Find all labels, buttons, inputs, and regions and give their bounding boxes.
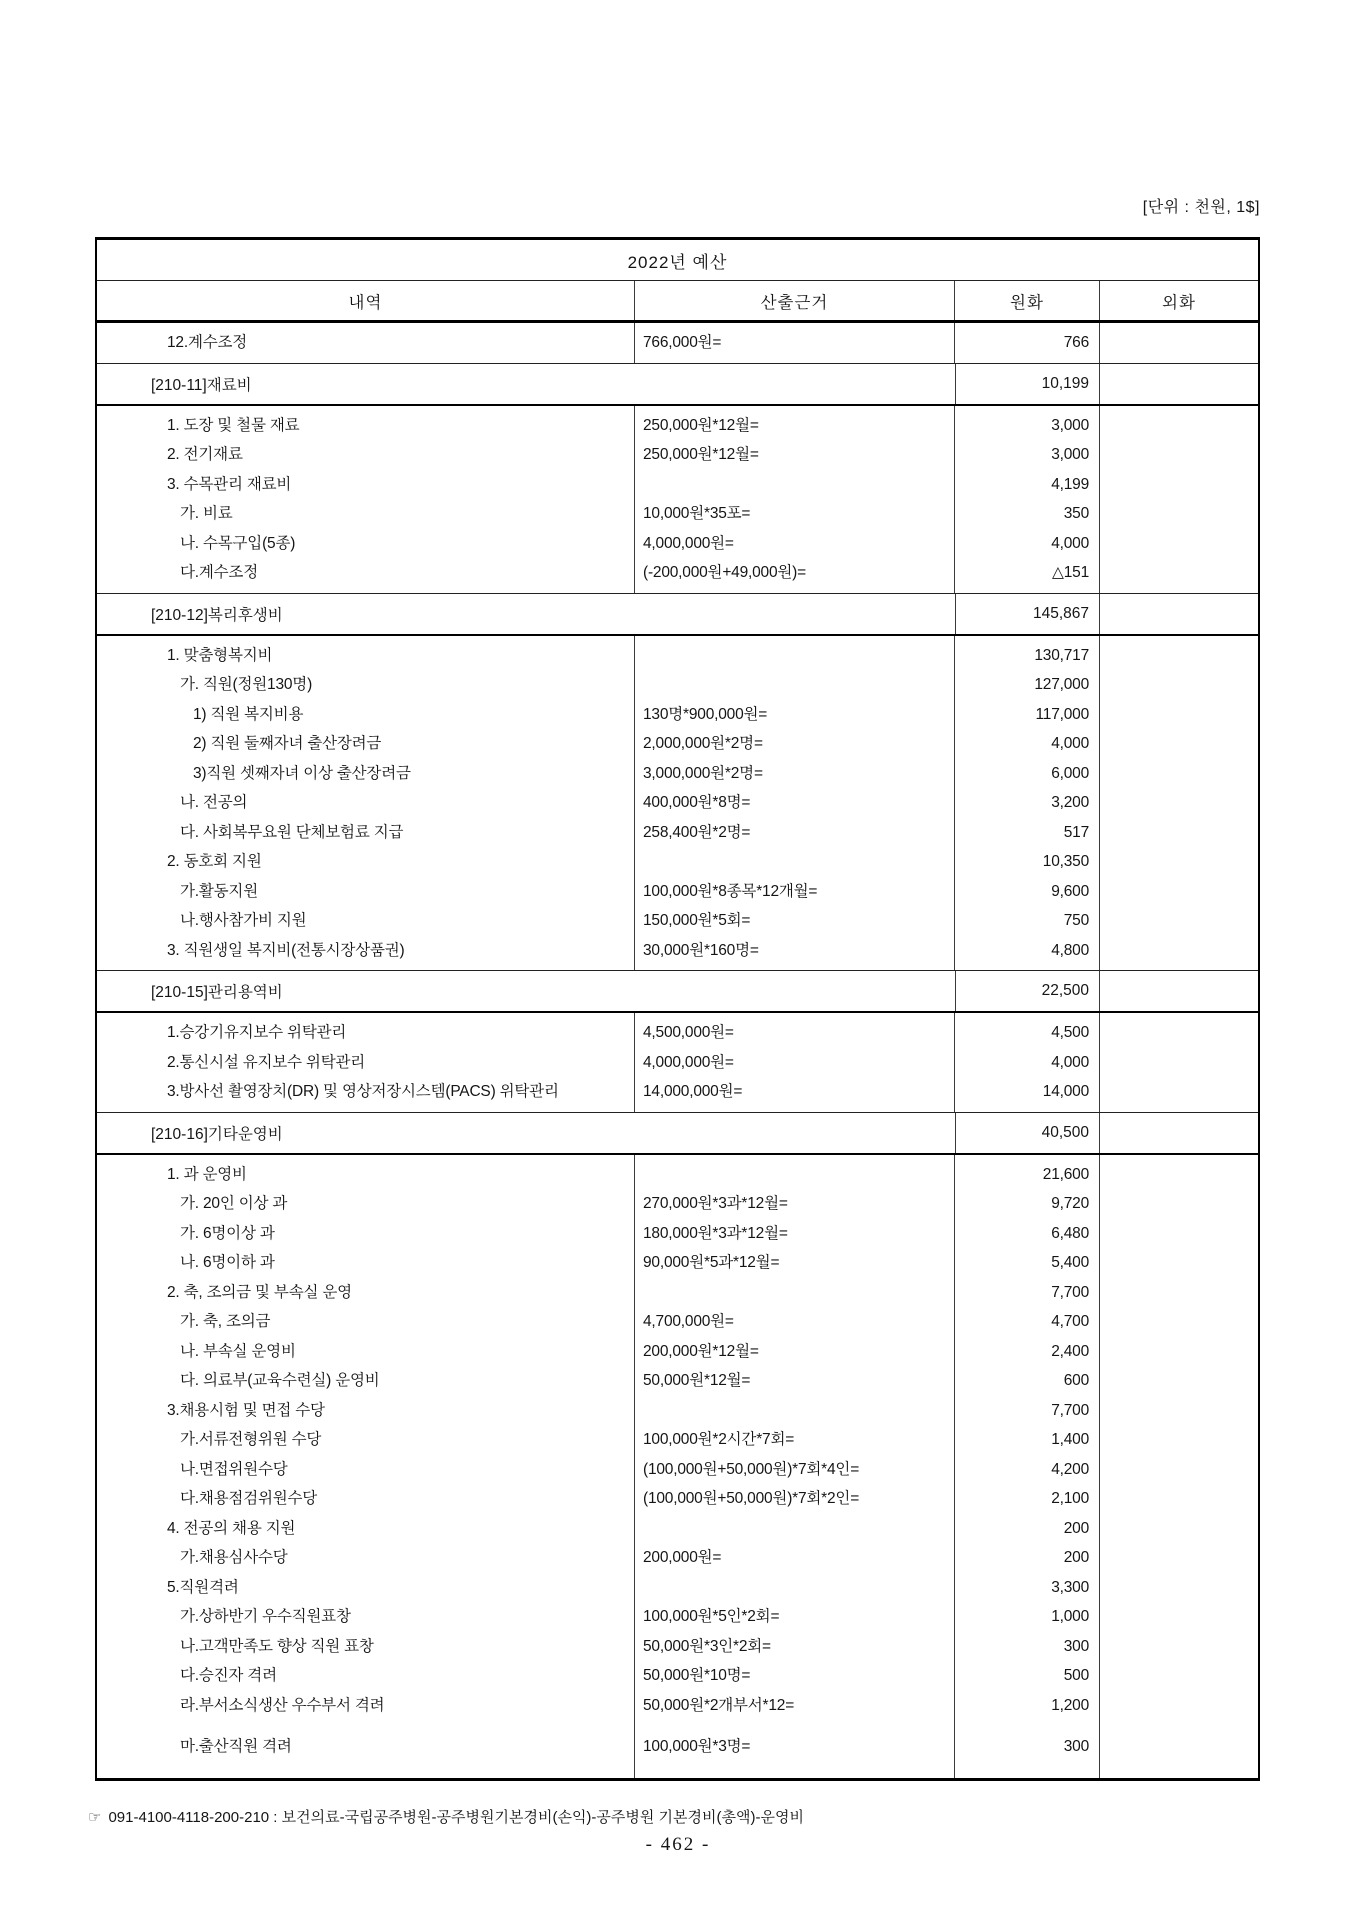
krw-value: 130,717 [1034, 646, 1089, 664]
item-label: 3. 수목관리 재료비 [167, 475, 292, 493]
item-label: 다.채용점검위원수당 [180, 1490, 318, 1507]
section-label: [210-16]기타운영비 [151, 1125, 283, 1143]
column-header-fx: 외화 [1162, 293, 1196, 312]
item-label: 1. 과 운영비 [167, 1165, 247, 1183]
fx-value [1100, 1543, 1258, 1573]
fx-value [1100, 1278, 1258, 1308]
fx-value [1100, 936, 1258, 966]
section-row [97, 1113, 1258, 1155]
basis-value: 200,000원*12월= [643, 1342, 759, 1360]
krw-value: 4,200 [1051, 1460, 1089, 1478]
items-column [97, 636, 635, 971]
item-label: 2. 축, 조의금 및 부속실 운영 [167, 1283, 352, 1301]
item-label: 가. 20인 이상 과 [180, 1195, 288, 1212]
krw-value: 1,000 [1051, 1608, 1089, 1625]
fx-value [1100, 558, 1258, 588]
krw-value: 14,000 [1042, 1083, 1089, 1100]
basis-value [635, 1514, 954, 1544]
pointing-hand-icon: ☞ [88, 1808, 102, 1826]
fx-value [1100, 1396, 1258, 1426]
fx-value [1100, 1307, 1258, 1337]
fx-value [1100, 1048, 1258, 1078]
fx-column [1100, 1013, 1258, 1112]
section-krw-value: 22,500 [955, 971, 1100, 1011]
krw-value: △151 [1052, 564, 1089, 581]
basis-value: 50,000원*10명= [643, 1667, 751, 1684]
basis-value: 90,000원*5과*12월= [643, 1254, 780, 1271]
fx-value [1100, 328, 1258, 358]
item-label: 가. 직원(정원130명) [180, 676, 313, 693]
fx-value [1100, 1661, 1258, 1691]
item-label: 가.상하반기 우수직원표창 [180, 1608, 351, 1625]
fx-value [1100, 1455, 1258, 1485]
krw-value: 766 [1063, 334, 1089, 351]
basis-value [635, 670, 954, 700]
section-label: [210-11]재료비 [151, 376, 252, 394]
fx-column [1100, 1155, 1258, 1778]
fx-value [1100, 1484, 1258, 1514]
fx-value [1100, 641, 1258, 671]
basis-value [635, 1160, 954, 1190]
basis-value [635, 847, 954, 877]
krw-value: 4,700 [1051, 1313, 1089, 1330]
detail-block [97, 636, 1258, 972]
fx-value [1100, 1248, 1258, 1278]
basis-column [635, 1013, 955, 1112]
item-label: 3.채용시험 및 면접 수당 [167, 1401, 325, 1419]
detail-block [97, 406, 1258, 594]
item-label: 나. 전공의 [180, 794, 248, 811]
item-label: 라.부서소식생산 우수부서 격려 [180, 1696, 385, 1714]
basis-column [635, 636, 955, 971]
krw-column [955, 406, 1100, 593]
fx-value [1100, 1189, 1258, 1219]
item-label: 1) 직원 복지비용 [193, 705, 304, 723]
basis-value: 100,000원*5인*2회= [643, 1608, 780, 1625]
krw-value: 4,800 [1051, 941, 1089, 959]
fx-value [1100, 1573, 1258, 1603]
basis-value: 50,000원*2개부서*12= [643, 1696, 795, 1714]
item-label: 12.계수조정 [167, 334, 248, 351]
basis-value: 2,000,000원*2명= [643, 735, 763, 752]
items-column [97, 406, 635, 593]
krw-value: 3,000 [1051, 446, 1089, 463]
basis-value: 4,000,000원= [643, 1053, 734, 1071]
fx-value [1100, 906, 1258, 936]
krw-value: 300 [1063, 1738, 1089, 1755]
krw-value: 4,000 [1051, 1053, 1089, 1071]
item-label: 나. 수목구입(5종) [180, 534, 296, 552]
fx-value [1100, 847, 1258, 877]
basis-value: 100,000원*8종목*12개월= [643, 882, 818, 900]
basis-value: 258,400원*2명= [643, 823, 751, 841]
basis-value: 4,700,000원= [643, 1313, 734, 1330]
fx-column [1100, 323, 1258, 363]
item-label: 다.계수조정 [180, 564, 258, 581]
basis-value: 100,000원*2시간*7회= [643, 1431, 795, 1448]
section-fx-value [1100, 594, 1258, 634]
item-label: 4. 전공의 채용 지원 [167, 1519, 296, 1537]
item-label: 가. 축, 조의금 [180, 1313, 271, 1330]
items-column [97, 323, 635, 363]
fx-value [1100, 1366, 1258, 1396]
footnote-text: 091-4100-4118-200-210 : 보건의료-국립공주병원-공주병원기본경비(손익)-공주병원 기본경비(총액)-운영비 [108, 1809, 804, 1826]
krw-column [955, 636, 1100, 971]
item-label: 다. 사회복무요원 단체보험료 지급 [180, 823, 404, 841]
section-fx-value [1100, 971, 1258, 1011]
item-label: 나. 6명이하 과 [180, 1254, 275, 1271]
krw-value: 3,200 [1051, 794, 1089, 811]
page-number: - 462 - [645, 1834, 711, 1855]
basis-column [635, 1155, 955, 1778]
section-fx-value [1100, 1113, 1258, 1153]
table-body [97, 323, 1258, 1778]
krw-value: 4,500 [1051, 1024, 1089, 1041]
krw-value: 517 [1063, 823, 1089, 841]
fx-value [1100, 1632, 1258, 1662]
krw-value: 3,000 [1051, 416, 1089, 434]
item-label: 나.행사참가비 지원 [180, 912, 307, 929]
basis-value: 100,000원*3명= [643, 1738, 751, 1755]
item-label: 마.출산직원 격려 [180, 1738, 292, 1755]
item-label: 가.서류전형위원 수당 [180, 1431, 322, 1448]
section-row [97, 594, 1258, 636]
item-label: 1. 맞춤형복지비 [167, 646, 273, 664]
fx-value [1100, 759, 1258, 789]
krw-value: 300 [1063, 1637, 1089, 1655]
krw-value: 127,000 [1034, 676, 1089, 693]
item-label: 1. 도장 및 철물 재료 [167, 416, 300, 434]
basis-value: 250,000원*12월= [643, 416, 759, 434]
fx-value [1100, 1160, 1258, 1190]
section-fx-value [1100, 364, 1258, 404]
fx-value [1100, 411, 1258, 441]
krw-value: 750 [1063, 912, 1089, 929]
column-header-items: 내역 [97, 281, 635, 320]
basis-value: 30,000원*160명= [643, 941, 759, 959]
krw-value: 117,000 [1035, 705, 1089, 723]
krw-column [955, 1155, 1100, 1778]
item-label: 2) 직원 둘째자녀 출산장려금 [193, 735, 382, 752]
basis-value: 180,000원*3과*12월= [643, 1224, 788, 1242]
section-krw-value: 40,500 [955, 1113, 1100, 1153]
krw-value: 6,000 [1051, 764, 1089, 782]
section-label: [210-12]복리후생비 [151, 606, 283, 624]
basis-value [635, 1278, 954, 1308]
fx-value [1100, 818, 1258, 848]
item-label: 5.직원격려 [167, 1578, 239, 1596]
table-title: 2022년 예산 [97, 240, 1258, 281]
basis-value: 150,000원*5회= [643, 912, 751, 929]
section-krw-value: 10,199 [955, 364, 1100, 404]
krw-value: 350 [1063, 505, 1089, 522]
fx-column [1100, 406, 1258, 593]
budget-table [95, 237, 1260, 1781]
fx-value [1100, 1691, 1258, 1721]
krw-value: 1,200 [1051, 1696, 1089, 1714]
basis-value: 766,000원= [643, 334, 722, 351]
krw-value: 500 [1063, 1667, 1089, 1684]
basis-value: (-200,000원+49,000원)= [643, 564, 806, 581]
krw-value: 10,350 [1042, 853, 1089, 870]
item-label: 다. 의료부(교육수련실) 운영비 [180, 1372, 380, 1389]
item-label: 가. 비료 [180, 505, 233, 522]
fx-value [1100, 1514, 1258, 1544]
column-header-basis: 산출근거 [635, 281, 955, 320]
basis-value: 250,000원*12월= [643, 446, 759, 463]
item-label: 가. 6명이상 과 [180, 1224, 275, 1242]
basis-value [635, 1396, 954, 1426]
basis-value: 50,000원*12월= [643, 1372, 751, 1389]
item-label: 3. 직원생일 복지비(전통시장상품권) [167, 941, 405, 959]
basis-value: 400,000원*8명= [643, 794, 751, 811]
fx-value [1100, 440, 1258, 470]
basis-column [635, 406, 955, 593]
table-header [97, 281, 1258, 323]
footnote [88, 1806, 804, 1827]
krw-value: 5,400 [1051, 1254, 1089, 1271]
krw-value: 1,400 [1051, 1431, 1089, 1448]
fx-value [1100, 1732, 1258, 1762]
item-label: 나.고객만족도 향상 직원 표창 [180, 1637, 374, 1655]
item-label: 2. 동호회 지원 [167, 853, 262, 870]
basis-value: 270,000원*3과*12월= [643, 1195, 788, 1212]
fx-value [1100, 470, 1258, 500]
basis-value: 10,000원*35포= [643, 505, 751, 522]
krw-value: 2,400 [1051, 1342, 1089, 1360]
column-header-krw: 원화 [955, 281, 1100, 320]
detail-block [97, 323, 1258, 364]
item-label: 나. 부속실 운영비 [180, 1342, 296, 1360]
krw-value: 4,000 [1051, 534, 1089, 552]
krw-column [955, 323, 1100, 363]
fx-value [1100, 1337, 1258, 1367]
fx-value [1100, 1602, 1258, 1632]
basis-value: 200,000원= [643, 1549, 722, 1566]
krw-value: 9,720 [1051, 1195, 1089, 1212]
item-label: 2.통신시설 유지보수 위탁관리 [167, 1053, 366, 1071]
fx-value [1100, 877, 1258, 907]
krw-value: 2,100 [1051, 1490, 1089, 1507]
basis-value [635, 1573, 954, 1603]
fx-column [1100, 636, 1258, 971]
fx-value [1100, 1425, 1258, 1455]
fx-value [1100, 499, 1258, 529]
basis-value: 14,000,000원= [643, 1083, 743, 1100]
krw-value: 7,700 [1051, 1283, 1089, 1301]
item-label: 3)직원 셋째자녀 이상 출산장려금 [193, 764, 411, 782]
krw-value: 4,000 [1051, 735, 1089, 752]
basis-column [635, 323, 955, 363]
section-row [97, 364, 1258, 406]
krw-value: 6,480 [1051, 1224, 1089, 1242]
fx-value [1100, 700, 1258, 730]
fx-value [1100, 670, 1258, 700]
item-label: 1.승강기유지보수 위탁관리 [167, 1024, 347, 1041]
krw-value: 7,700 [1051, 1401, 1089, 1419]
unit-label: [단위 : 천원, 1$] [1142, 199, 1260, 216]
basis-value: 4,000,000원= [643, 534, 734, 552]
items-column [97, 1013, 635, 1112]
item-label: 나.면접위원수당 [180, 1460, 288, 1478]
section-row [97, 971, 1258, 1013]
items-column [97, 1155, 635, 1778]
section-krw-value: 145,867 [955, 594, 1100, 634]
fx-value [1100, 788, 1258, 818]
basis-value: (100,000원+50,000원)*7회*2인= [643, 1490, 860, 1507]
basis-value: 4,500,000원= [643, 1024, 734, 1041]
basis-value: 3,000,000원*2명= [643, 764, 763, 782]
krw-value: 3,300 [1051, 1578, 1089, 1596]
item-label: 2. 전기재료 [167, 446, 243, 463]
item-label: 가.채용심사수당 [180, 1549, 288, 1566]
detail-block [97, 1013, 1258, 1113]
basis-value: (100,000원+50,000원)*7회*4인= [643, 1460, 860, 1478]
basis-value: 50,000원*3인*2회= [643, 1637, 771, 1655]
krw-value: 4,199 [1051, 475, 1089, 493]
fx-value [1100, 1077, 1258, 1107]
krw-value: 200 [1063, 1549, 1089, 1566]
fx-value [1100, 729, 1258, 759]
item-label: 3.방사선 촬영장치(DR) 및 영상저장시스템(PACS) 위탁관리 [167, 1083, 559, 1100]
krw-value: 21,600 [1042, 1165, 1089, 1183]
detail-block [97, 1155, 1258, 1778]
fx-value [1100, 529, 1258, 559]
fx-value [1100, 1219, 1258, 1249]
basis-value [635, 470, 954, 500]
section-label: [210-15]관리용역비 [151, 984, 283, 1001]
fx-value [1100, 1018, 1258, 1048]
item-label: 가.활동지원 [180, 882, 258, 900]
krw-value: 200 [1063, 1519, 1089, 1537]
krw-column [955, 1013, 1100, 1112]
item-label: 다.승진자 격려 [180, 1667, 277, 1684]
krw-value: 9,600 [1051, 882, 1089, 900]
basis-value [635, 641, 954, 671]
krw-value: 600 [1063, 1372, 1089, 1389]
basis-value: 130명*900,000원= [643, 705, 768, 723]
